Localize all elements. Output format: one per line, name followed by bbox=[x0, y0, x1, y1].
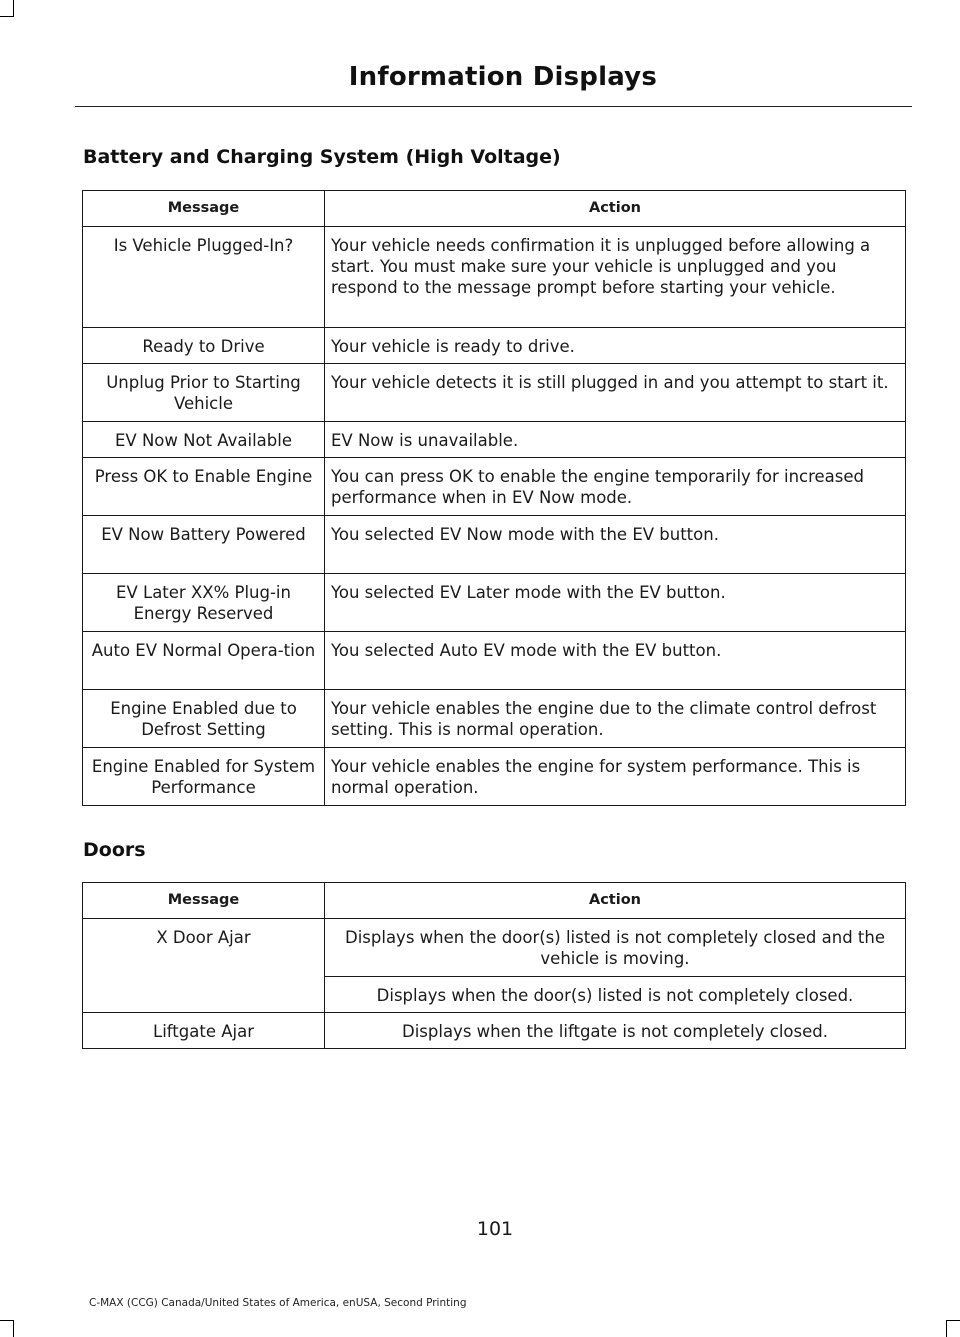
table-row bbox=[83, 632, 906, 690]
message-cell: Ready to Drive bbox=[83, 328, 325, 364]
action-cell: You can press OK to enable the engine temporarily for increased performance when in EV Now mode. bbox=[325, 458, 906, 516]
footer-text: C-MAX (CCG) Canada/United States of America, enUSA, Second Printing bbox=[89, 1297, 467, 1309]
table-row bbox=[83, 1013, 906, 1049]
column-header-action: Action bbox=[325, 191, 906, 227]
table-header-row bbox=[83, 883, 906, 919]
action-cell: Your vehicle enables the engine due to the climate control defrost setting. This is normal operation. bbox=[325, 690, 906, 748]
message-cell: Engine Enabled for System Performance bbox=[83, 748, 325, 806]
action-cell: You selected EV Now mode with the EV button. bbox=[325, 516, 906, 574]
table-row bbox=[83, 458, 906, 516]
table-row bbox=[83, 919, 906, 977]
message-cell: EV Now Not Available bbox=[83, 422, 325, 458]
page-header-title: Information Displays bbox=[348, 62, 657, 92]
doors-section-title: Doors bbox=[83, 839, 146, 861]
action-cell: You selected Auto EV mode with the EV button. bbox=[325, 632, 906, 690]
table-row bbox=[83, 574, 906, 632]
action-cell: You selected EV Later mode with the EV button. bbox=[325, 574, 906, 632]
action-cell: Displays when the liftgate is not completely closed. bbox=[325, 1013, 906, 1049]
battery-section-title: Battery and Charging System (High Voltage) bbox=[83, 146, 561, 168]
crop-mark bbox=[946, 1320, 947, 1337]
message-cell: X Door Ajar bbox=[83, 919, 325, 1013]
crop-mark bbox=[946, 1320, 960, 1321]
crop-mark bbox=[13, 0, 14, 16]
header-divider bbox=[75, 106, 912, 107]
action-cell: EV Now is unavailable. bbox=[325, 422, 906, 458]
table-row bbox=[83, 516, 906, 574]
action-cell: Your vehicle needs confirmation it is unplugged before allowing a start. You must make sure your vehicle is unplugged and you respond to the message prompt before starting your vehicle. bbox=[325, 227, 906, 328]
crop-mark bbox=[0, 1320, 14, 1321]
action-cell: Your vehicle enables the engine for system performance. This is normal operation. bbox=[325, 748, 906, 806]
table-row bbox=[83, 227, 906, 328]
battery-messages-table bbox=[82, 190, 906, 806]
message-cell: Engine Enabled due to Defrost Setting bbox=[83, 690, 325, 748]
action-cell: Your vehicle detects it is still plugged in and you attempt to start it. bbox=[325, 364, 906, 422]
table-row bbox=[83, 422, 906, 458]
doors-messages-table bbox=[82, 882, 906, 1049]
column-header-message: Message bbox=[83, 191, 325, 227]
table-row bbox=[83, 364, 906, 422]
table-row bbox=[83, 690, 906, 748]
message-cell: EV Now Battery Powered bbox=[83, 516, 325, 574]
message-cell: Press OK to Enable Engine bbox=[83, 458, 325, 516]
table-header-row bbox=[83, 191, 906, 227]
column-header-message: Message bbox=[83, 883, 325, 919]
action-cell: Displays when the door(s) listed is not completely closed. bbox=[325, 977, 906, 1013]
message-cell: Is Vehicle Plugged-In? bbox=[83, 227, 325, 328]
message-cell: Auto EV Normal Opera-tion bbox=[83, 632, 325, 690]
table-row bbox=[83, 328, 906, 364]
page-number: 101 bbox=[476, 1218, 514, 1240]
table-row bbox=[83, 748, 906, 806]
action-cell: Your vehicle is ready to drive. bbox=[325, 328, 906, 364]
message-cell: Liftgate Ajar bbox=[83, 1013, 325, 1049]
message-cell: Unplug Prior to Starting Vehicle bbox=[83, 364, 325, 422]
message-cell: EV Later XX% Plug-in Energy Reserved bbox=[83, 574, 325, 632]
column-header-action: Action bbox=[325, 883, 906, 919]
action-cell: Displays when the door(s) listed is not completely closed and the vehicle is moving. bbox=[325, 919, 906, 977]
crop-mark bbox=[13, 1320, 14, 1337]
crop-mark bbox=[0, 16, 14, 17]
